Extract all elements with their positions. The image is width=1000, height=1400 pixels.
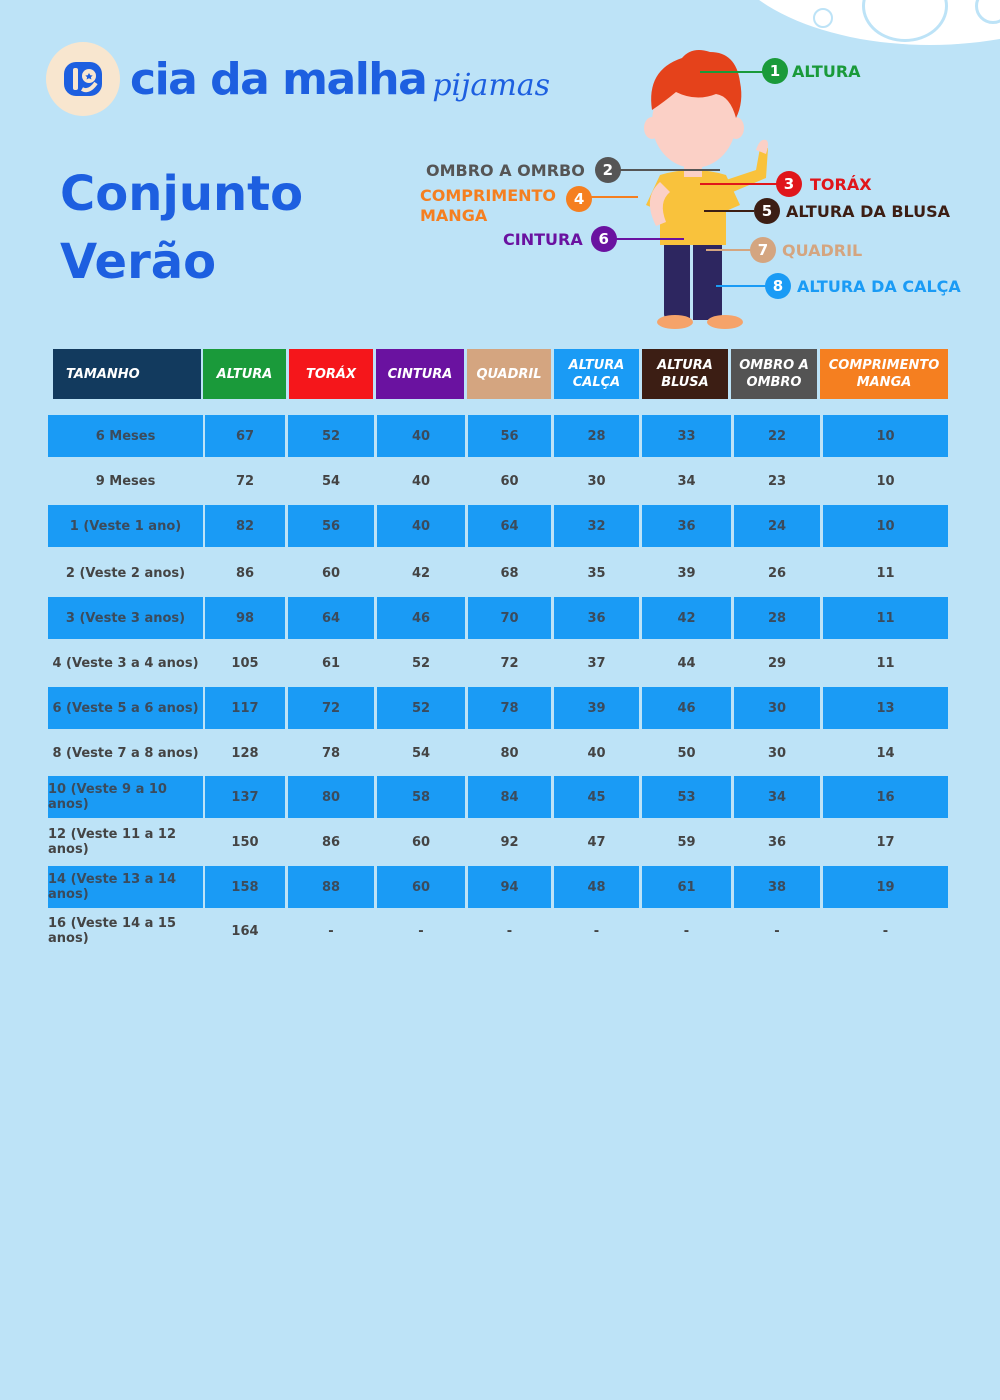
measure-cell: - xyxy=(506,923,513,939)
measure-cell: 36 xyxy=(642,505,731,547)
header-label: TAMANHO xyxy=(66,366,140,382)
measure-cell: 26 xyxy=(767,565,787,581)
measure-cell: 72 xyxy=(235,473,255,489)
measure-number: 4 xyxy=(566,186,592,212)
measure-cell: 10 xyxy=(823,415,948,457)
measure-text: COMPRIMENTO xyxy=(420,186,557,205)
measure-cell: 72 xyxy=(500,655,519,671)
measure-cell: 46 xyxy=(642,687,731,729)
measure-cell: 37 xyxy=(587,655,606,671)
measure-cell: 24 xyxy=(734,505,820,547)
measure-cell: 58 xyxy=(377,776,465,818)
measure-cell: 42 xyxy=(411,565,431,581)
measure-cell: 52 xyxy=(411,655,431,671)
measure-cell: 61 xyxy=(321,655,341,671)
measure-cell: 98 xyxy=(205,597,285,639)
table-row xyxy=(48,415,948,457)
measure-cell: 52 xyxy=(288,415,374,457)
size-cell: 16 (Veste 14 a 15 anos) xyxy=(48,916,177,946)
size-cell: 3 (Veste 3 anos) xyxy=(48,597,203,639)
table-row xyxy=(48,910,948,952)
measure-cell: 44 xyxy=(677,655,696,671)
measure-cell: 39 xyxy=(554,687,639,729)
measure-cell: 60 xyxy=(411,834,431,850)
measure-cell: - xyxy=(882,923,889,939)
header-altura-blusa xyxy=(642,349,728,399)
measure-cell: 45 xyxy=(554,776,639,818)
measure-text: QUADRIL xyxy=(782,240,863,260)
header-label: MANGA xyxy=(856,375,912,390)
table-row xyxy=(48,642,948,684)
table-row xyxy=(48,552,948,594)
measure-label-6 xyxy=(503,226,617,252)
header-label: CALÇA xyxy=(572,375,621,390)
measure-cell: 60 xyxy=(500,473,519,489)
measure-text: CINTURA xyxy=(503,229,583,249)
measure-number: 3 xyxy=(776,171,802,197)
header-label: TORÁX xyxy=(305,366,356,382)
measure-label-5 xyxy=(754,198,950,224)
measure-cell: 11 xyxy=(876,655,895,671)
measure-cell: 10 xyxy=(823,505,948,547)
size-cell: 12 (Veste 11 a 12 anos) xyxy=(48,827,177,857)
measure-cell: 54 xyxy=(321,473,341,489)
measure-label-4 xyxy=(420,186,592,226)
header-torax xyxy=(289,349,373,399)
measure-cell: 11 xyxy=(823,597,948,639)
measure-cell: 64 xyxy=(468,505,551,547)
measure-cell: 54 xyxy=(411,745,431,761)
size-cell: 4 (Veste 3 a 4 anos) xyxy=(52,655,199,671)
measure-cell: - xyxy=(683,923,690,939)
measure-cell: 60 xyxy=(321,565,341,581)
measure-cell: 53 xyxy=(642,776,731,818)
measure-cell: 13 xyxy=(823,687,948,729)
table-row xyxy=(48,687,948,729)
measure-cell: 117 xyxy=(205,687,285,729)
measure-cell: 40 xyxy=(411,473,431,489)
measure-cell: 42 xyxy=(642,597,731,639)
size-cell: 14 (Veste 13 a 14 anos) xyxy=(48,866,203,908)
measure-cell: 35 xyxy=(587,565,606,581)
measure-cell: 86 xyxy=(321,834,341,850)
table-row xyxy=(48,732,948,774)
measure-cell: - xyxy=(328,923,334,939)
header-cintura xyxy=(376,349,464,399)
measure-cell: 30 xyxy=(767,745,787,761)
measure-cell: 32 xyxy=(554,505,639,547)
measure-cell: 33 xyxy=(642,415,731,457)
measure-number: 5 xyxy=(754,198,780,224)
measure-cell: 80 xyxy=(288,776,374,818)
table-row xyxy=(48,460,948,502)
size-cell: 6 Meses xyxy=(48,415,203,457)
measure-label-7 xyxy=(750,237,862,263)
measure-cell: 50 xyxy=(677,745,696,761)
measure-cell: 84 xyxy=(468,776,551,818)
measure-cell: 72 xyxy=(288,687,374,729)
measure-cell: 60 xyxy=(377,866,465,908)
measure-cell: 88 xyxy=(288,866,374,908)
header-label: CINTURA xyxy=(387,366,453,382)
measure-cell: 40 xyxy=(377,415,465,457)
header-ombro xyxy=(731,349,817,399)
measure-cell: 46 xyxy=(377,597,465,639)
measure-cell: 40 xyxy=(587,745,606,761)
measure-text: TORÁX xyxy=(810,174,872,194)
measure-cell: 56 xyxy=(468,415,551,457)
measure-cell: 94 xyxy=(468,866,551,908)
header-label: BLUSA xyxy=(661,375,709,390)
measure-number: 7 xyxy=(750,237,776,263)
brand-name: cia da malha xyxy=(130,53,427,105)
measure-cell: 68 xyxy=(500,565,519,581)
header-label: OMBRO xyxy=(746,375,802,390)
size-cell: 6 (Veste 5 a 6 anos) xyxy=(48,687,203,729)
header-quadril xyxy=(467,349,551,399)
measure-cell: 128 xyxy=(231,745,259,761)
measure-cell: 38 xyxy=(734,866,820,908)
header-altura-calca xyxy=(554,349,639,399)
measure-text: MANGA xyxy=(420,206,488,225)
header-comprimento-manga xyxy=(820,349,948,399)
measure-cell: 19 xyxy=(823,866,948,908)
measure-cell: 78 xyxy=(468,687,551,729)
measure-cell: 28 xyxy=(734,597,820,639)
measure-cell: 28 xyxy=(554,415,639,457)
header-label: ALTURA xyxy=(657,358,713,373)
measure-label-3 xyxy=(776,171,872,197)
table-row xyxy=(48,866,948,908)
measure-label-2 xyxy=(426,157,621,183)
measure-cell: 36 xyxy=(554,597,639,639)
measure-cell: - xyxy=(593,923,600,939)
measure-cell: 11 xyxy=(876,565,895,581)
measure-number: 1 xyxy=(762,58,788,84)
measure-cell: 80 xyxy=(500,745,519,761)
measure-cell: 52 xyxy=(377,687,465,729)
measure-cell: 105 xyxy=(231,655,259,671)
header-label: COMPRIMENTO xyxy=(828,358,940,373)
table-row xyxy=(48,597,948,639)
measure-cell: 23 xyxy=(767,473,787,489)
measure-text: ALTURA xyxy=(792,61,861,81)
measure-cell: 86 xyxy=(235,565,255,581)
table-row xyxy=(48,776,948,818)
measure-cell: - xyxy=(418,923,424,939)
measure-cell: 48 xyxy=(554,866,639,908)
header-label: ALTURA xyxy=(568,358,625,373)
size-cell: 10 (Veste 9 a 10 anos) xyxy=(48,776,203,818)
header-altura xyxy=(203,349,286,399)
header-label: ALTURA xyxy=(216,366,273,382)
table-row xyxy=(48,505,948,547)
measure-cell: 64 xyxy=(288,597,374,639)
measure-number: 2 xyxy=(595,157,621,183)
measure-number: 8 xyxy=(765,273,791,299)
page-title-line1: Conjunto xyxy=(60,166,304,222)
measure-cell: - xyxy=(774,923,780,939)
measure-cell: 137 xyxy=(205,776,285,818)
page-title-line2: Verão xyxy=(60,234,217,290)
measure-cell: 78 xyxy=(321,745,341,761)
measure-cell: 56 xyxy=(288,505,374,547)
measure-cell: 59 xyxy=(677,834,696,850)
measure-cell: 67 xyxy=(205,415,285,457)
measure-cell: 14 xyxy=(876,745,895,761)
measure-text: OMBRO A OMRBO xyxy=(426,160,585,180)
measure-cell: 36 xyxy=(767,834,787,850)
measure-cell: 22 xyxy=(734,415,820,457)
header-tamanho xyxy=(53,349,201,399)
measure-label-8 xyxy=(765,273,961,299)
measure-cell: 158 xyxy=(205,866,285,908)
measure-cell: 82 xyxy=(205,505,285,547)
measure-number: 6 xyxy=(591,226,617,252)
measure-cell: 34 xyxy=(734,776,820,818)
measure-cell: 70 xyxy=(468,597,551,639)
size-cell: 8 (Veste 7 a 8 anos) xyxy=(52,745,199,761)
measure-cell: 92 xyxy=(500,834,519,850)
measure-cell: 150 xyxy=(231,834,259,850)
size-cell: 9 Meses xyxy=(95,473,156,489)
measure-cell: 10 xyxy=(876,473,895,489)
measure-cell: 30 xyxy=(734,687,820,729)
brand-sub: pijamas xyxy=(432,67,551,103)
measure-cell: 39 xyxy=(677,565,696,581)
measure-cell: 34 xyxy=(677,473,696,489)
header-label: QUADRIL xyxy=(476,366,542,382)
measure-cell: 164 xyxy=(231,923,259,939)
measure-cell: 61 xyxy=(642,866,731,908)
size-cell: 1 (Veste 1 ano) xyxy=(48,505,203,547)
header-label: OMBRO A xyxy=(739,358,809,373)
measure-cell: 17 xyxy=(876,834,895,850)
measure-cell: 40 xyxy=(377,505,465,547)
measure-label-1 xyxy=(762,58,861,84)
table-row xyxy=(48,821,948,863)
measure-cell: 16 xyxy=(823,776,948,818)
measure-cell: 30 xyxy=(587,473,606,489)
measure-cell: 29 xyxy=(767,655,787,671)
size-cell: 2 (Veste 2 anos) xyxy=(65,565,186,581)
measure-text: ALTURA DA CALÇA xyxy=(797,276,961,296)
measure-cell: 47 xyxy=(587,834,606,850)
measure-text: ALTURA DA BLUSA xyxy=(786,201,951,221)
